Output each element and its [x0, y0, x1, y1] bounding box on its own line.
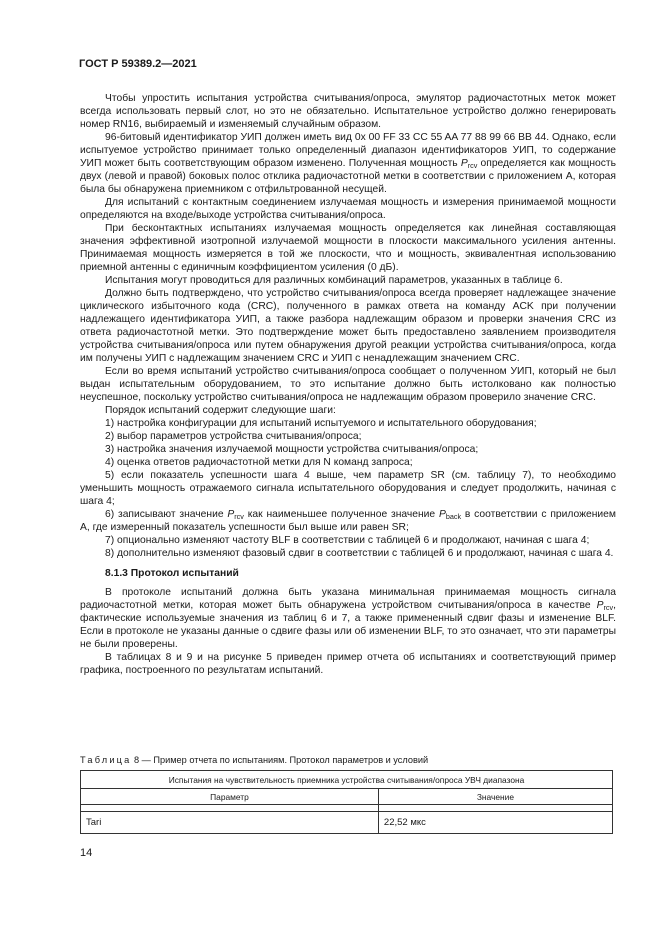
subscript: rcv	[234, 512, 244, 521]
paragraph: Должно быть подтверждено, что устройство считывания/опроса всегда проверяет надлежащее значение циклического избыточного кода (CRC), полученного в рамках ответа на команду ACK при получении надлежащего идентификатора УИП, а также разбора надлежащим образом и проверки значения CRC из ответа радиочастотной метки. Это подтверждение может быть предоставлено заявлением производителя устройства считывания/опроса или путем обнаружения другой реакции устройства считывания/опроса, когда им получены УИП с надлежащим значением CRC и УИП с ненадлежащим значением CRC.	[80, 288, 616, 364]
text: в соответствии с приложением А, где измеренный показатель успешности был выше или равен SR;	[80, 509, 616, 533]
text: 6) записывают значение	[105, 509, 228, 520]
paragraph	[80, 586, 616, 651]
paragraph: Чтобы упростить испытания устройства считывания/опроса, эмулятор радиочастотных меток может всегда использовать первый слот, но это не обязательно. Испытательное устройство должно генерировать номер RN16, выбираемый и изменяемый случайным образом.	[80, 93, 616, 130]
column-header-value: Значение	[378, 789, 612, 805]
step-item: 2) выбор параметров устройства считывания/опроса;	[105, 431, 362, 442]
document-header: ГОСТ Р 59389.2—2021	[79, 58, 197, 70]
step-item: 3) настройка значения излучаемой мощности устройства считывания/опроса;	[105, 444, 479, 455]
spacer-cell	[378, 805, 612, 812]
paragraph: В таблицах 8 и 9 и на рисунке 5 приведен пример отчета об испытаниях и соответствующий пример графика, построенного по результатам испытаний.	[80, 652, 616, 676]
page-number: 14	[80, 847, 93, 859]
cell-value: 22,52 мкс	[378, 812, 612, 834]
subscript: rcv	[603, 603, 614, 612]
table-caption-word: Таблица	[80, 755, 132, 765]
symbol: P	[227, 509, 235, 520]
text: определяется как мощность двух (левой и правой) боковых полос отклика радиочастотной метки в соответствии с приложением А, которая была бы обнаружена приемником с отфильтрованной несущей.	[80, 158, 616, 195]
table-row	[81, 812, 613, 834]
column-header-parameter: Параметр	[81, 789, 379, 805]
step-item: 7) опционально изменяют частоту BLF в соответствии с таблицей 6 и продолжают, начиная с шага 4;	[105, 535, 590, 546]
text: , фактические используемые значения из таблиц 6 и 7, а также примененный сдвиг фазы и изменение BLF. Если в протоколе не указаны данные о сдвиге фазы или об изменении BLF, то это означает, что эти параметры не были проверены.	[80, 600, 616, 650]
table-title-cell: Испытания на чувствительность приемника устройства считывания/опроса УВЧ диапазона	[81, 771, 613, 789]
step-item: 5) если показатель успешности шага 4 выше, чем параметр SR (см. таблицу 7), то необходимо уменьшить мощность отражаемого сигнала испытательного оборудования и следует продолжить, начиная с шага 4;	[80, 470, 616, 507]
paragraph: Испытания могут проводиться для различных комбинаций параметров, указанных в таблице 6.	[105, 275, 563, 286]
table-caption-text: 8 — Пример отчета по испытаниям. Протокол параметров и условий	[131, 755, 429, 765]
cell-parameter: Tari	[81, 812, 379, 834]
table-caption	[80, 755, 620, 765]
step-item: 4) оценка ответов радиочастотной метки для N команд запроса;	[105, 457, 413, 468]
symbol: P	[438, 509, 446, 520]
step-item: 8) дополнительно изменяют фазовый сдвиг в соответствии с таблицей 6 и продолжают, начиная с шага 4.	[105, 548, 614, 559]
parameters-table	[80, 770, 613, 834]
paragraph: При бесконтактных испытаниях излучаемая мощность определяется как линейная составляющая значения эффективной изотропной излучаемой мощности в плоскости максимального усиления антенны. Принимаемая мощность измеряется в той же плоскости, что и мощность, эквивалентная использованию приемной антенны с единичным коэффициентом усиления (0 дБ).	[80, 223, 616, 273]
paragraph	[80, 131, 616, 196]
page-body	[80, 92, 616, 677]
text: 96-битовый идентификатор УИП должен иметь вид 0x 00 FF 33 CC 55 AA 77 88 99 66 BB 44. Однако, если испытуемое устройство принимает только определенный диапазон идентификаторов УИП, то содержание УИП может быть соответствующим образом изменено. Полученная мощность	[80, 132, 616, 169]
paragraph: Если во время испытаний устройство считывания/опроса сообщает о полученном УИП, который не был выдан испытательным оборудованием, то это испытание должно быть истолковано как полностью неуспешное, поскольку устройство считывания/опроса не надлежащим образом проверило значение CRC.	[80, 366, 616, 403]
subscript: back	[445, 512, 462, 521]
step-item: 1) настройка конфигурации для испытаний испытуемого и испытательного оборудования;	[105, 418, 537, 429]
symbol: P	[460, 158, 468, 169]
subscript: rcv	[467, 161, 478, 170]
text: В протоколе испытаний должна быть указана минимальная принимаемая мощность сигнала радиочастотной метки, которая может быть обнаружена устройством считывания/опроса в качестве	[80, 587, 616, 611]
text: как наименьшее полученное значение	[243, 509, 439, 520]
symbol: P	[596, 600, 604, 611]
paragraph: Для испытаний с контактным соединением излучаемая мощность и измерения принимаемой мощности определяются на входе/выходе устройства считывания/опроса.	[80, 197, 616, 221]
paragraph: Порядок испытаний содержит следующие шаги:	[105, 405, 336, 416]
section-heading: 8.1.3 Протокол испытаний	[105, 568, 239, 579]
step-item	[80, 508, 616, 534]
spacer-cell	[81, 805, 379, 812]
